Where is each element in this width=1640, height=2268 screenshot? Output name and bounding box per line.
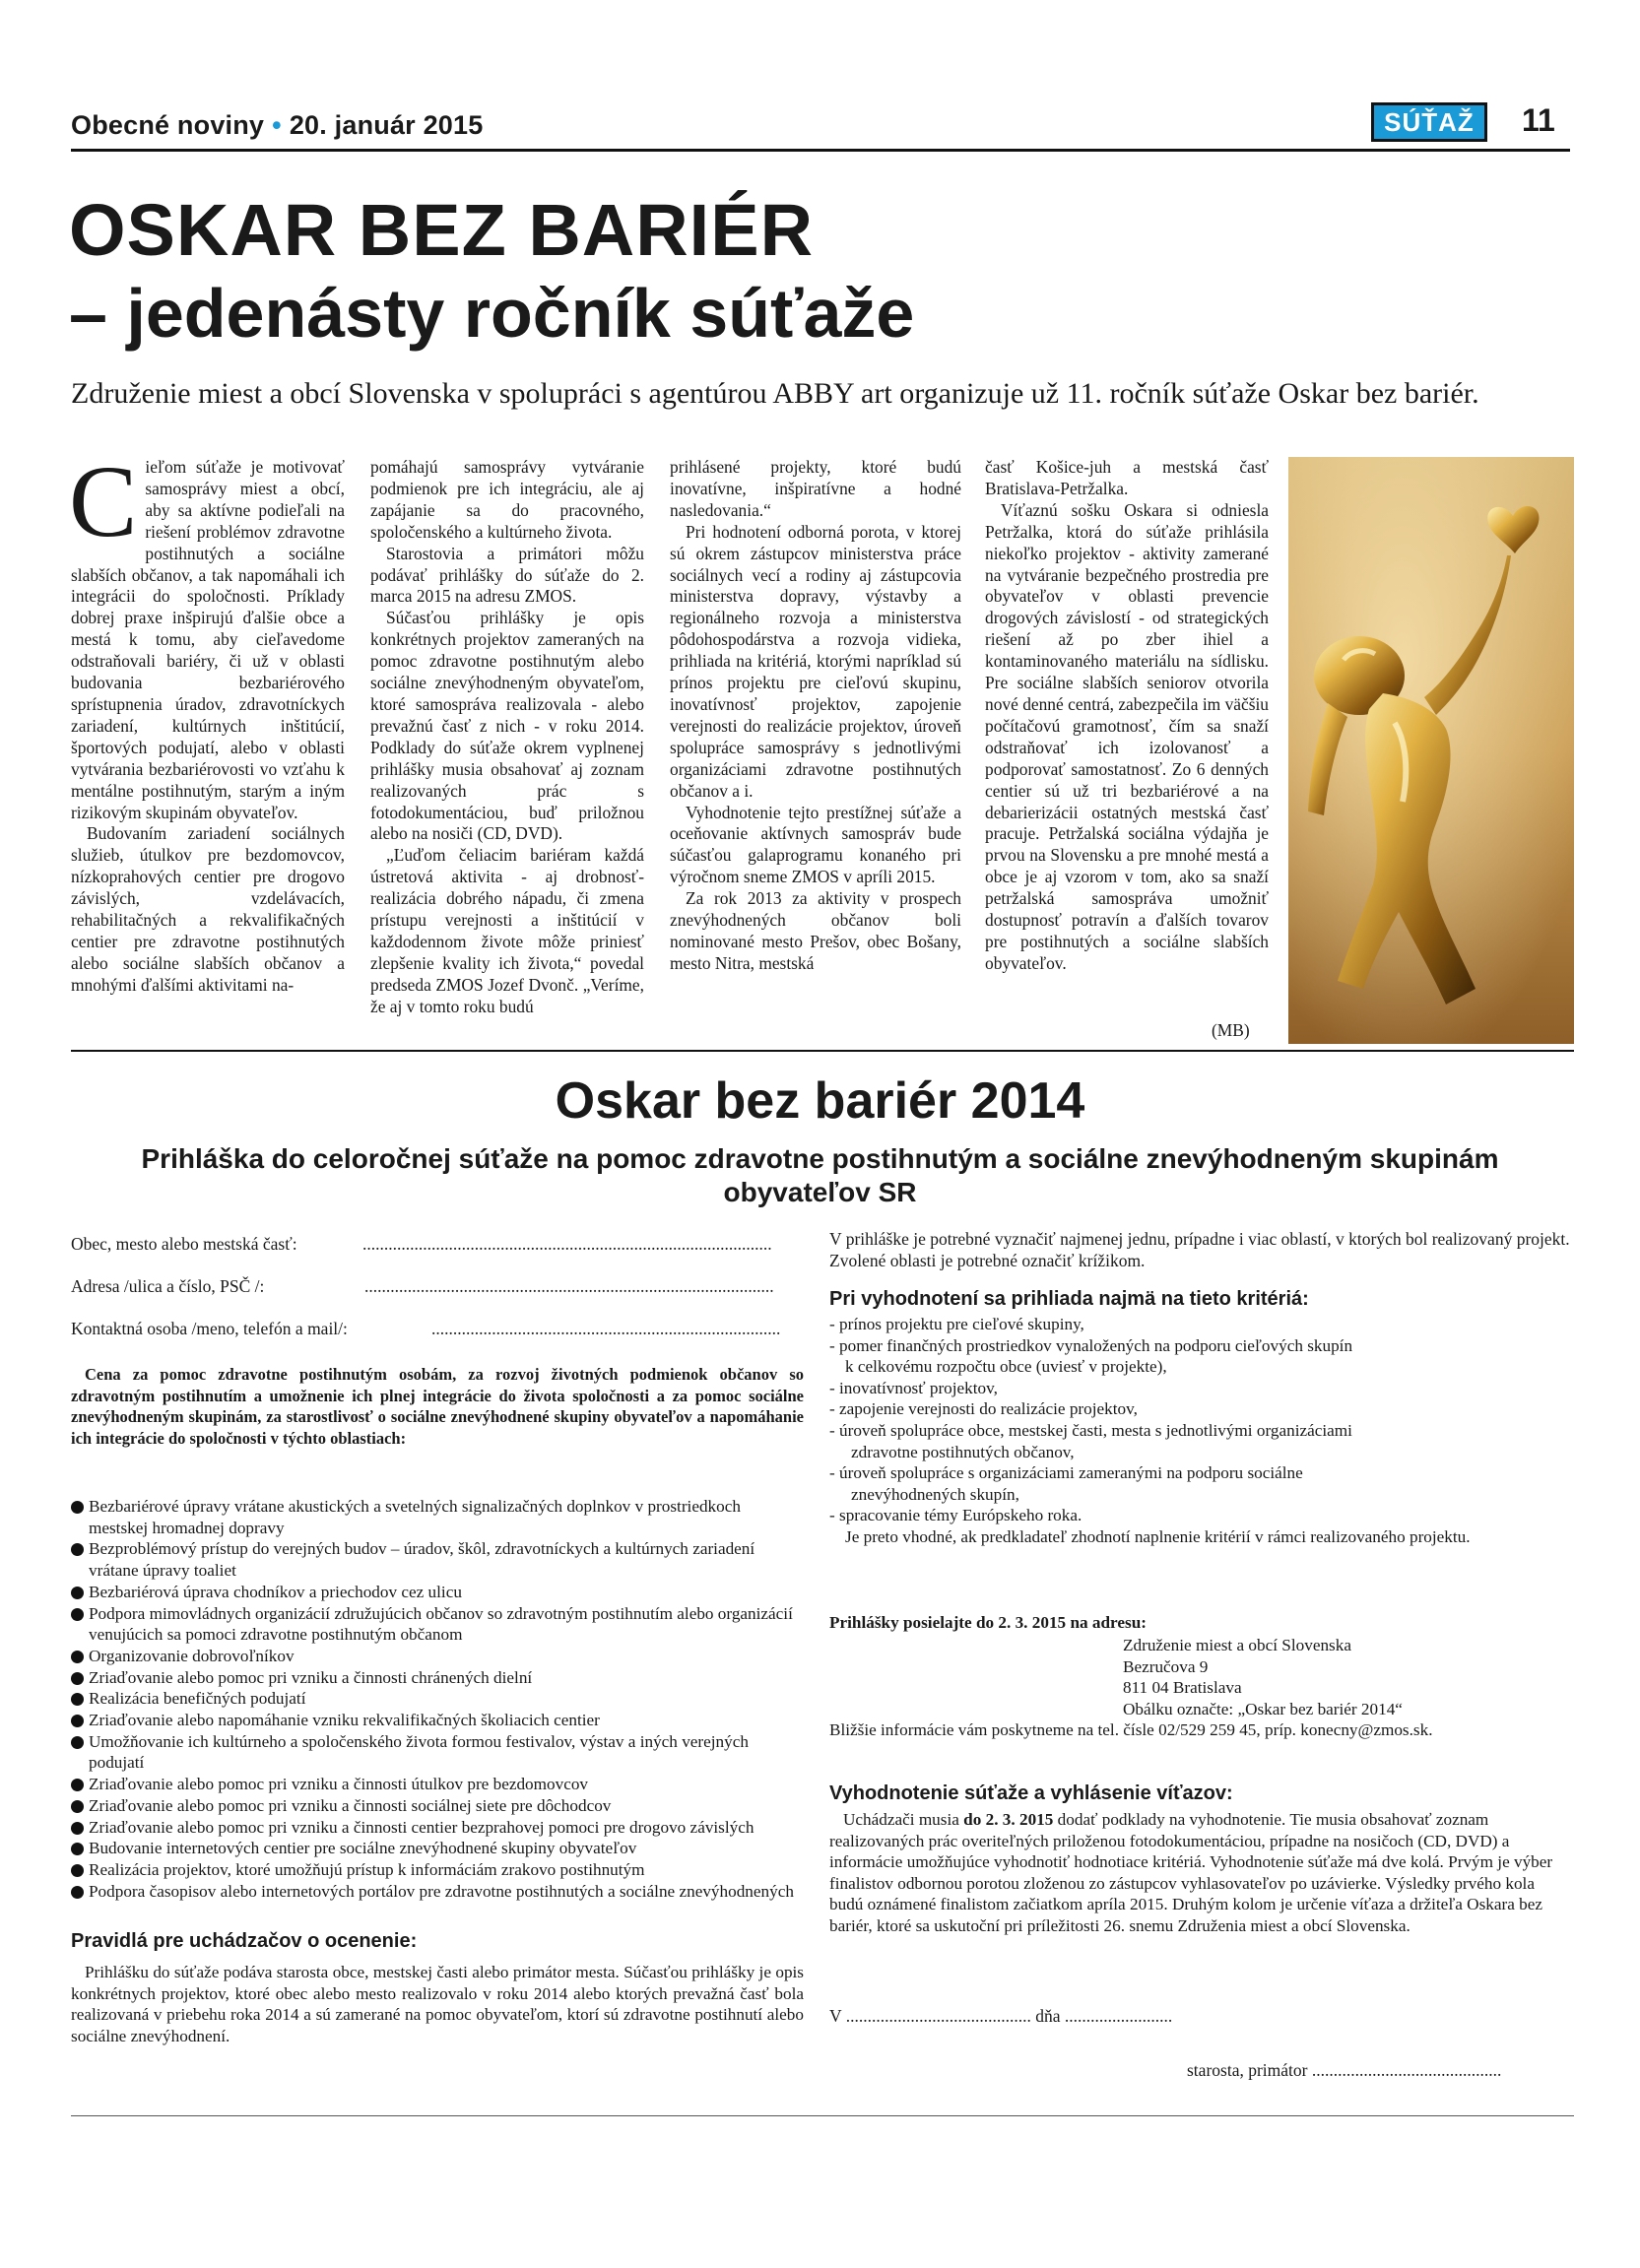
send-heading: Prihlášky posielajte do 2. 3. 2015 na adresu: xyxy=(829,1613,1147,1632)
section-tag: SÚŤAŽ xyxy=(1371,102,1487,142)
criteria-item: - zapojenie verejnosti do realizácie projektov, xyxy=(829,1399,1138,1419)
area-item[interactable]: Realizácia projektov, ktoré umožňujú prístup k informáciám zrakovo postihnutým xyxy=(71,1859,804,1881)
areas-list xyxy=(71,1496,804,1902)
area-item[interactable]: Zriaďovanie alebo pomoc pri vzniku a činnosti chránených dielní xyxy=(71,1667,804,1689)
area-item[interactable]: Zriaďovanie alebo napomáhanie vzniku rekvalifikačných školiacich centier xyxy=(71,1710,804,1731)
criteria-item: - úroveň spolupráce obce, mestskej časti, mesta s jednotlivými organizáciami xyxy=(829,1420,1352,1440)
article-paragraph: Starostovia a primátori môžu podávať prihlášky do súťaže do 2. marca 2015 na adresu ZMOS. xyxy=(370,543,644,607)
criteria-list xyxy=(829,1314,1570,1548)
criteria-item-continued: znevýhodnených skupín, xyxy=(851,1484,1019,1504)
field-label-address: Adresa /ulica a číslo, PSČ /: xyxy=(71,1276,265,1296)
criteria-heading: Pri vyhodnotení sa prihliada najmä na tieto kritériá: xyxy=(829,1288,1309,1310)
criteria-item: - úroveň spolupráce s organizáciami zameranými na podporu sociálne xyxy=(829,1463,1303,1483)
criteria-item: - inovatívnosť projektov, xyxy=(829,1378,998,1397)
article-paragraph: Víťaznú sošku Oskara si odniesla Petržalka, ktorá do súťaže prihlásila niekoľko projektov - aktivity zamerané na vytváranie bezpečného prostredia pre obyvateľov v oblasti prevencie drogových závislostí - od strategických riešení až po zber ihiel a kontaminovaného materiálu na sídlisku. Pre sociálne slabších seniorov otvorila nové denné centrá, zabezpečila im väčšiu počítačovú gramotnosť, čím sa snaží odstraňovať ich izolovanosť a podporovať samostatnosť. Zo 6 denných centier sú už tri bezbariérové a na debarierizácii ostatných mestská časť pracuje. Petržalská sociálna výdajňa je prvou na Slovensku a pre mnohé mestá a obce je aj vzorom v tom, ako sa snaží petržalská samospráva umožniť dostupnosť potravín a ďalších tovarov pre postihnutých a sociálne slabších obyvateľov. xyxy=(985,499,1269,973)
criteria-item: - pomer finančných prostriedkov vynaložených na podporu cieľových skupín xyxy=(829,1335,1353,1355)
criteria-item: - prínos projektu pre cieľové skupiny, xyxy=(829,1315,1084,1333)
signature-line[interactable]: starosta, primátor ............................................ xyxy=(1187,2060,1502,2080)
article-paragraph: Za rok 2013 za aktivity v prospech znevýhodnených občanov boli nominované mesto Prešov, obec Bošany, mesto Nitra, mestská xyxy=(670,888,961,973)
award-description: Cena za pomoc zdravotne postihnutým osobám, za rozvoj životných podmienok občanov so zdravotným postihnutím a umožnenie ich plnej integrácie do života spoločnosti a za pomoc sociálne znevýhodneným skupinám, za starostlivosť o sociálne znevýhodnené skupiny obyvateľov a napomáhanie ich integrácie do spoločnosti v týchto oblastiach: xyxy=(71,1365,804,1448)
rules-text: Prihlášku do súťaže podáva starosta obce, mestskej časti alebo primátor mesta. Súčasťou prihlášky je opis konkrétnych projektov, ktoré obec alebo mesto realizovalo v roku 2014 alebo ktorých prevažná časť bola realizovaná v priebehu roka 2014 a sú zamerané na pomoc obyvateľom, ktorí sú zdravotne postihnutí alebo sociálne znevýhodnení. xyxy=(71,1963,804,2046)
criteria-item-continued: zdravotne postihnutých občanov, xyxy=(851,1442,1075,1461)
bullet-icon xyxy=(71,1543,84,1556)
address-line: Združenie miest a obcí Slovenska xyxy=(1123,1636,1351,1654)
header-divider xyxy=(71,149,1570,152)
selection-instructions: V prihláške je potrebné vyznačiť najmenej jednu, prípadne i viac oblastí, v ktorých bol realizovaný projekt. Zvolené oblasti je potrebné označiť krížikom. xyxy=(829,1229,1570,1270)
area-item[interactable]: Bezbariérové úpravy vrátane akustických a svetelných signalizačných doplnkov v prostriedkoch mestskej hromadnej dopravy xyxy=(71,1496,804,1538)
evaluation-heading: Vyhodnotenie súťaže a vyhlásenie víťazov: xyxy=(829,1782,1233,1804)
field-line-municipality[interactable]: ............................................................................................... xyxy=(362,1234,772,1254)
article-lead: Združenie miest a obcí Slovenska v spolupráci s agentúrou ABBY art organizuje už 11. ročník súťaže Oskar bez bariér. xyxy=(71,377,1479,410)
article-column-4 xyxy=(985,457,1269,975)
article-paragraph: Súčasťou prihlášky je opis konkrétnych projektov zameraných na pomoc zdravotne postihnutým alebo sociálne znevýhodneným obyvateľom, ktoré samospráva realizovala - alebo prevažnú časť z nich - v roku 2014. Podklady do súťaže okrem vyplnenej prihlášky musia obsahovať aj zoznam realizovaných prác s fotodokumentáciou, buď priložnou alebo na nosiči (CD, DVD). xyxy=(370,608,644,844)
area-item[interactable]: Zriaďovanie alebo pomoc pri vzniku a činnosti centier bezprahovej pomoci pre drogovo závislých xyxy=(71,1817,804,1839)
publication-name: Obecné noviny xyxy=(71,110,265,140)
field-label-contact: Kontaktná osoba /meno, telefón a mail/: xyxy=(71,1319,348,1338)
area-item[interactable]: Bezbariérová úprava chodníkov a priechodov cez ulicu xyxy=(71,1582,804,1603)
page-header xyxy=(71,110,483,141)
evaluation-text: Uchádzači musia do 2. 3. 2015 dodať podklady na vyhodnotenie. Tie musia obsahovať zoznam realizovaných prác overiteľných priloženou fotodokumentáciou, prípadne na nosičoch (CD, DVD) a informácie umožňujúce vyhodnotiť hodnotiace kritériá. Vyhodnotenie súťaže má dve kolá. Prvým je výber finalistov odbornou porotou zloženou zo zástupcov vyhlasovateľov po uzávierke. Výsledky prvého kola budú oznámené finalistom začiatkom apríla 2015. Druhým kolom je určenie víťaza a držiteľa Oskara bez bariér, ktoré sa uskutoční pri príležitosti 26. snemu Združenia miest a obcí Slovenska. xyxy=(829,1810,1553,1935)
bullet-icon xyxy=(71,1608,84,1621)
address-line: Bezručova 9 xyxy=(1123,1656,1209,1676)
area-item[interactable]: Realizácia benefičných podujatí xyxy=(71,1688,804,1710)
form-subtitle: Prihláška do celoročnej súťaže na pomoc zdravotne postihnutým a sociálne znevýhodneným skupinám obyvateľov SR xyxy=(141,1143,1499,1207)
article-column-1 xyxy=(69,445,345,997)
bullet-icon xyxy=(71,1843,84,1855)
bullet-icon xyxy=(71,1651,84,1663)
oskar-statuette-photo xyxy=(1288,457,1574,1044)
bullet-icon xyxy=(71,1587,84,1599)
article-column-2 xyxy=(370,457,644,1018)
contact-info: Bližšie informácie vám poskytneme na tel. čísle 02/529 259 45, príp. konecny@zmos.sk. xyxy=(829,1720,1433,1739)
area-item[interactable]: Zriaďovanie alebo pomoc pri vzniku a činnosti útulkov pre bezdomovcov xyxy=(71,1774,804,1795)
article-paragraph: pomáhajú samosprávy vytváranie podmienok pre ich integráciu, ale aj zapájanie sa do pracovného, spoločenského a kultúrneho života. xyxy=(370,457,644,542)
area-item[interactable]: Podpora mimovládnych organizácií združujúcich občanov so zdravotným postihnutím alebo organizácií venujúcich sa pomoci zdravotne postihnutým občanom xyxy=(71,1603,804,1646)
area-item[interactable]: Organizovanie dobrovoľníkov xyxy=(71,1646,804,1667)
area-item[interactable]: Umožňovanie ich kultúrneho a spoločenského života formou festivalov, výstav a iných verejných podujatí xyxy=(71,1731,804,1774)
rules-heading: Pravidlá pre uchádzačov o ocenenie: xyxy=(71,1930,418,1952)
page-number: 11 xyxy=(1522,102,1555,138)
criteria-note: Je preto vhodné, ak predkladateľ zhodnotí naplnenie kritérií v rámci realizovaného projektu. xyxy=(845,1526,1471,1546)
bullet-icon xyxy=(71,1693,84,1706)
separator-dot-icon: • xyxy=(272,110,282,140)
article-paragraph: Cieľom súťaže je motivovať samosprávy miest a obcí, aby sa aktívne podieľali na riešení problémov zdravotne postihnutých a sociálne slabších občanov, a tak napomáhali ich integrácii do spoločnosti. Príklady dobrej praxe inšpirujú ďalšie obce a mestá k tomu, aby cieľavedome odstraňovali bariéry, či už v oblasti budovania bezbariérového sprístupnenia úradov, zdravotníckych zariadení, kultúrnych inštitúcií, športových podujatí, alebo v oblasti vytvárania bezbariérovosti vo vzťahu k mentálne postihnutým, starým a iným rizikovým skupinám obyvateľov. xyxy=(69,445,345,822)
article-column-3 xyxy=(670,457,961,975)
article-title: OSKAR BEZ BARIÉR xyxy=(69,189,815,271)
field-label-municipality: Obec, mesto alebo mestská časť: xyxy=(71,1234,297,1254)
bullet-icon xyxy=(71,1800,84,1813)
form-title: Oskar bez bariér 2014 xyxy=(555,1072,1085,1130)
envelope-label: Obálku označte: „Oskar bez bariér 2014“ xyxy=(1123,1699,1403,1718)
bullet-icon xyxy=(71,1672,84,1685)
author-initials: (MB) xyxy=(1212,1020,1250,1040)
bullet-icon xyxy=(71,1715,84,1727)
bullet-icon xyxy=(71,1501,84,1514)
area-item[interactable]: Podpora časopisov alebo internetových portálov pre zdravotne postihnutých a sociálne znevýhodnených xyxy=(71,1881,804,1903)
bullet-icon xyxy=(71,1822,84,1835)
article-paragraph: časť Košice-juh a mestská časť Bratislava-Petržalka. xyxy=(985,457,1269,498)
criteria-item: - spracovanie témy Európskeho roka. xyxy=(829,1506,1082,1525)
article-paragraph: Pri hodnotení odborná porota, v ktorej sú okrem zástupcov ministerstva práce sociálnych vecí a rodiny aj zástupcovia ministerstva dopravy, výstavby a regionálneho rozvoja a ministerstva pôdohospodárstva a rozvoja vidieka, prihliada na kritériá, ktorými napríklad sú prínos projektu pre cieľovú skupinu, inovatívnosť projektov, zapojenie verejnosti do realizácie projektov, úroveň spolupráce samosprávy s jednotlivými organizáciami zdravotne postihnutých občanov a i. xyxy=(670,521,961,801)
mailing-address xyxy=(1123,1635,1403,1719)
article-paragraph: Vyhodnotenie tejto prestížnej súťaže a oceňovanie aktívnych samospráv bude súčasťou galaprogramu konaného pri výročnom sneme ZMOS v apríli 2015. xyxy=(670,802,961,887)
bullet-icon xyxy=(71,1886,84,1899)
article-paragraph: „Ľuďom čeliacim bariéram každá ústretová aktivita - aj drobnosť- realizácia dobrého nápadu, či zmena prístupu verejnosti a inštitúcií v každodennom živote môže priniesť zlepšenie kvality ich života,“ povedal predseda ZMOS Jozef Dvonč. „Veríme, že aj v tomto roku budú xyxy=(370,845,644,1016)
article-paragraph: Budovaním zariadení sociálnych služieb, útulkov pre bezdomovcov, nízkoprahových centier pre drogovo závislých, vzdelávacích, rehabilitačných a rekvalifikačných centier pre zdravotne postihnutých alebo sociálne slabších občanov a mnohými ďalšími aktivitami na- xyxy=(71,823,345,995)
bullet-icon xyxy=(71,1864,84,1877)
drop-cap: C xyxy=(69,445,138,558)
area-item[interactable]: Budovanie internetových centier pre sociálne znevýhodnené skupiny obyvateľov xyxy=(71,1838,804,1859)
criteria-item-continued: k celkovému rozpočtu obce (uviesť v projekte), xyxy=(845,1357,1167,1377)
bullet-icon xyxy=(71,1736,84,1749)
field-line-address[interactable]: ............................................................................................... xyxy=(364,1276,774,1296)
section-divider xyxy=(71,1050,1574,1052)
bottom-divider xyxy=(71,2115,1574,2116)
address-line: 811 04 Bratislava xyxy=(1123,1678,1242,1698)
bullet-icon xyxy=(71,1779,84,1791)
area-item[interactable]: Bezproblémový prístup do verejných budov – úradov, škôl, zdravotníckych a kultúrnych zariadení vrátane úpravy toaliet xyxy=(71,1538,804,1581)
field-line-contact[interactable]: ................................................................................. xyxy=(431,1319,781,1338)
signature-place-date[interactable]: V ........................................... dňa ......................... xyxy=(829,2006,1173,2026)
area-item[interactable]: Zriaďovanie alebo pomoc pri vzniku a činnosti sociálnej siete pre dôchodcov xyxy=(71,1795,804,1817)
article-subtitle: – jedenásty ročník súťaže xyxy=(69,275,915,352)
article-paragraph: prihlásené projekty, ktoré budú inovatívne, inšpiratívne a hodné nasledovania.“ xyxy=(670,457,961,520)
issue-date: 20. január 2015 xyxy=(289,110,484,140)
